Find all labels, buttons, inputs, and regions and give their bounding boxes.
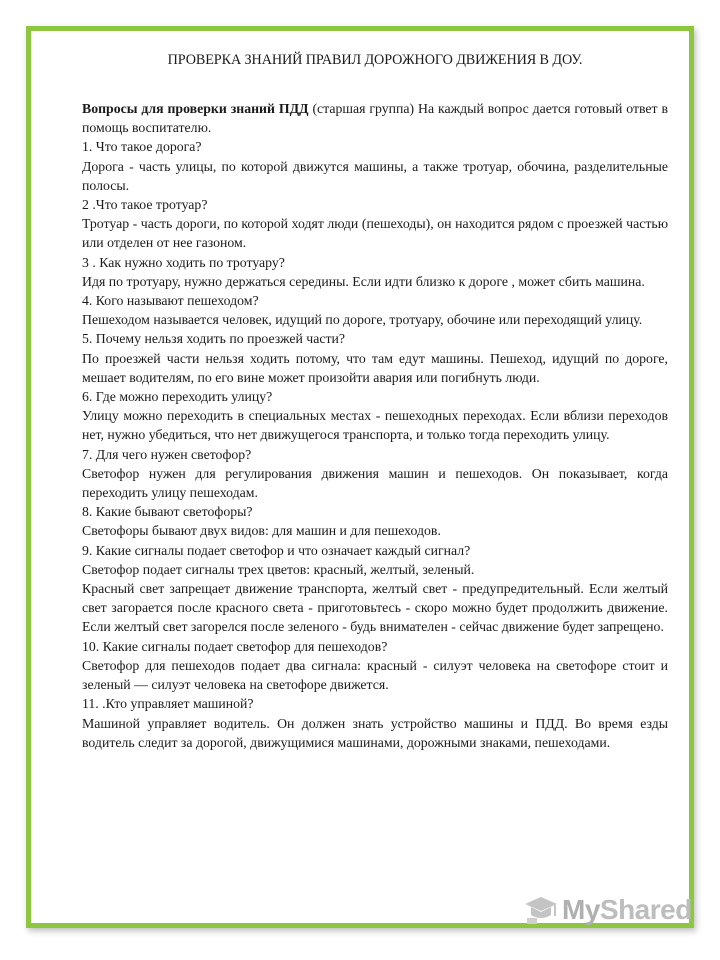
intro-paragraph xyxy=(82,99,668,137)
qa-line: 4. Кого называют пешеходом? xyxy=(82,293,259,309)
qa-line: Идя по тротуару, нужно держаться середины. Если идти близко к дороге , может сбить машина. xyxy=(82,273,645,289)
qa-line: Светофоры бывают двух видов: для машин и для пешеходов. xyxy=(82,523,441,539)
page-title: ПРОВЕРКА ЗНАНИЙ ПРАВИЛ ДОРОЖНОГО ДВИЖЕНИЯ В ДОУ. xyxy=(167,52,583,68)
intro-bold: Вопросы для проверки знаний ПДД xyxy=(82,101,309,116)
qa-line: Красный свет запрещает движение транспорта, желтый свет - предупредительный. Если желтый свет загорается после красного света - приготовьтесь - скоро можно будет продолжить движение. Если желтый свет загорелся после зеленого - будь внимателен - сейчас движение будет запрещено. xyxy=(82,581,668,635)
qa-line: Пешеходом называется человек, идущий по дороге, тротуару, обочине или переходящий улицу. xyxy=(82,312,643,328)
qa-line: 1. Что такое дорога? xyxy=(82,139,202,155)
qa-line: Светофор для пешеходов подает два сигнала: красный - силуэт человека на светофоре стоит и зеленый — силуэт человека на светофоре движется. xyxy=(82,657,668,693)
qa-line: Машиной управляет водитель. Он должен знать устройство машины и ПДД. Во время езды водитель следит за дорогой, движущимися машинами, дорожными знаками, пешеходами. xyxy=(82,715,668,750)
myshared-watermark xyxy=(524,894,692,926)
qa-line: 10. Какие сигналы подает светофор для пешеходов? xyxy=(82,638,388,654)
qa-line: Улицу можно переходить в специальных местах - пешеходных переходах. Если вблизи переходов нет, нужно убедиться, что нет движущегося транспорта, и только тогда переходить улицу. xyxy=(82,408,668,443)
qa-line: Тротуар - часть дороги, по которой ходят люди (пешеходы), он находится рядом с проезжей частью или отделен от нее газоном. xyxy=(82,216,668,251)
qa-line: Светофор нужен для регулирования движения машин и пешеходов. Он показывает, когда переходить улицу пешеходам. xyxy=(82,465,668,501)
qa-line: 6. Где можно переходить улицу? xyxy=(82,389,273,405)
qa-line: Светофор подает сигналы трех цветов: красный, желтый, зеленый. xyxy=(82,561,475,577)
watermark-text: MyShared xyxy=(562,894,692,925)
qa-line: 11. .Кто управляет машиной? xyxy=(82,696,254,712)
qa-line: 3 . Как нужно ходить по тротуару? xyxy=(82,254,285,270)
qa-line: По проезжей части нельзя ходить потому, что там едут машины. Пешеход, идущий по дороге, мешает водителям, по его вине может произойти авария или погибнуть люди. xyxy=(82,350,668,385)
qa-line: 9. Какие сигналы подает светофор и что означает каждый сигнал? xyxy=(82,542,471,558)
qa-line: Дорога - часть улицы, по которой движутся машины, а также тротуар, обочина, разделительные полосы. xyxy=(82,158,668,193)
qa-line: 8. Какие бывают светофоры? xyxy=(82,504,253,520)
qa-line: 7. Для чего нужен светофор? xyxy=(82,446,252,462)
qa-line: 2 .Что такое тротуар? xyxy=(82,197,208,213)
intro-rest: (старшая группа) На каждый вопрос дается готовый ответ в помощь воспитателю. xyxy=(82,101,668,136)
mortarboard-icon xyxy=(524,894,558,926)
document-content xyxy=(82,52,668,752)
qa-line: 5. Почему нельзя ходить по проезжей части? xyxy=(82,331,346,347)
